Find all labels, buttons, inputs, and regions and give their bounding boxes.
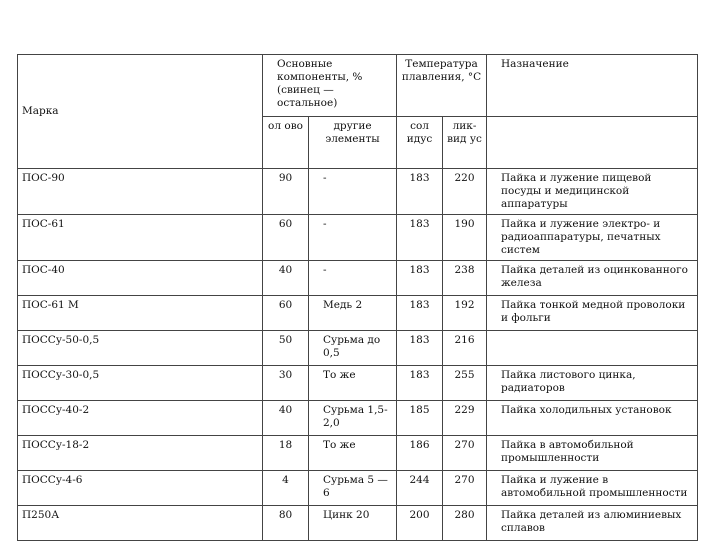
header-row-1: [18, 55, 698, 117]
cell-marka: ПОС-61 М: [18, 296, 263, 331]
cell-purpose: Пайка и лужение пищевой посуды и медицинской аппаратуры: [487, 169, 698, 215]
cell-liquidus: 216: [443, 331, 487, 366]
cell-liquidus: 229: [443, 401, 487, 436]
cell-solidus: 185: [397, 401, 443, 436]
cell-tin: 4: [263, 471, 309, 506]
cell-tin: 40: [263, 261, 309, 296]
header-tin: ол ово: [263, 117, 309, 169]
cell-other: Цинк 20: [309, 506, 397, 541]
cell-solidus: 183: [397, 169, 443, 215]
cell-other: -: [309, 169, 397, 215]
cell-solidus: 183: [397, 296, 443, 331]
cell-purpose: Пайка и лужение электро- и радиоаппаратуры, печатных систем: [487, 215, 698, 261]
cell-tin: 30: [263, 366, 309, 401]
cell-liquidus: 190: [443, 215, 487, 261]
cell-other: Сурьма 1,5-2,0: [309, 401, 397, 436]
cell-liquidus: 280: [443, 506, 487, 541]
table-row: [18, 296, 698, 331]
table-row: [18, 401, 698, 436]
cell-tin: 60: [263, 215, 309, 261]
cell-marka: ПОС-40: [18, 261, 263, 296]
cell-tin: 80: [263, 506, 309, 541]
header-marka: Марка: [18, 55, 263, 169]
cell-other: То же: [309, 436, 397, 471]
header-purpose-blank: [487, 117, 698, 169]
cell-purpose: Пайка деталей из алюминиевых сплавов: [487, 506, 698, 541]
header-liquidus: лик- вид ус: [443, 117, 487, 169]
cell-marka: ПОССу-4-6: [18, 471, 263, 506]
cell-liquidus: 238: [443, 261, 487, 296]
cell-other: -: [309, 215, 397, 261]
cell-tin: 60: [263, 296, 309, 331]
table-row: [18, 366, 698, 401]
cell-purpose: Пайка деталей из оцинкованного железа: [487, 261, 698, 296]
table-row: [18, 471, 698, 506]
table-row: [18, 169, 698, 215]
cell-solidus: 183: [397, 261, 443, 296]
cell-marka: ПОС-61: [18, 215, 263, 261]
cell-solidus: 200: [397, 506, 443, 541]
cell-solidus: 183: [397, 366, 443, 401]
cell-purpose: Пайка холодильных установок: [487, 401, 698, 436]
cell-purpose: Пайка в автомобильной промышленности: [487, 436, 698, 471]
cell-marka: ПОССу-30-0,5: [18, 366, 263, 401]
cell-solidus: 183: [397, 331, 443, 366]
table-row: [18, 331, 698, 366]
cell-marka: ПОССу-18-2: [18, 436, 263, 471]
table-row: [18, 215, 698, 261]
cell-tin: 18: [263, 436, 309, 471]
cell-purpose: Пайка тонкой медной проволоки и фольги: [487, 296, 698, 331]
cell-other: То же: [309, 366, 397, 401]
cell-tin: 90: [263, 169, 309, 215]
cell-liquidus: 270: [443, 471, 487, 506]
cell-marka: П250А: [18, 506, 263, 541]
cell-liquidus: 220: [443, 169, 487, 215]
cell-other: Сурьма 5 —6: [309, 471, 397, 506]
header-solidus: сол идус: [397, 117, 443, 169]
cell-purpose: Пайка и лужение в автомобильной промышленности: [487, 471, 698, 506]
header-temperature: Температура плавления, °С: [397, 55, 487, 117]
cell-purpose: [487, 331, 698, 366]
cell-liquidus: 270: [443, 436, 487, 471]
header-purpose: Назначение: [487, 55, 698, 117]
cell-other: -: [309, 261, 397, 296]
table-row: [18, 506, 698, 541]
cell-other: Сурьма до 0,5: [309, 331, 397, 366]
cell-liquidus: 192: [443, 296, 487, 331]
cell-marka: ПОС-90: [18, 169, 263, 215]
cell-other: Медь 2: [309, 296, 397, 331]
cell-tin: 40: [263, 401, 309, 436]
cell-solidus: 244: [397, 471, 443, 506]
cell-purpose: Пайка листового цинка, радиаторов: [487, 366, 698, 401]
cell-solidus: 186: [397, 436, 443, 471]
cell-marka: ПОССу-40-2: [18, 401, 263, 436]
cell-marka: ПОССу-50-0,5: [18, 331, 263, 366]
table-row: [18, 261, 698, 296]
solder-table: [17, 54, 698, 541]
header-other: другие элементы: [309, 117, 397, 169]
cell-tin: 50: [263, 331, 309, 366]
cell-liquidus: 255: [443, 366, 487, 401]
table-row: [18, 436, 698, 471]
header-components: Основные компоненты, % (свинец — остальное): [263, 55, 397, 117]
cell-solidus: 183: [397, 215, 443, 261]
